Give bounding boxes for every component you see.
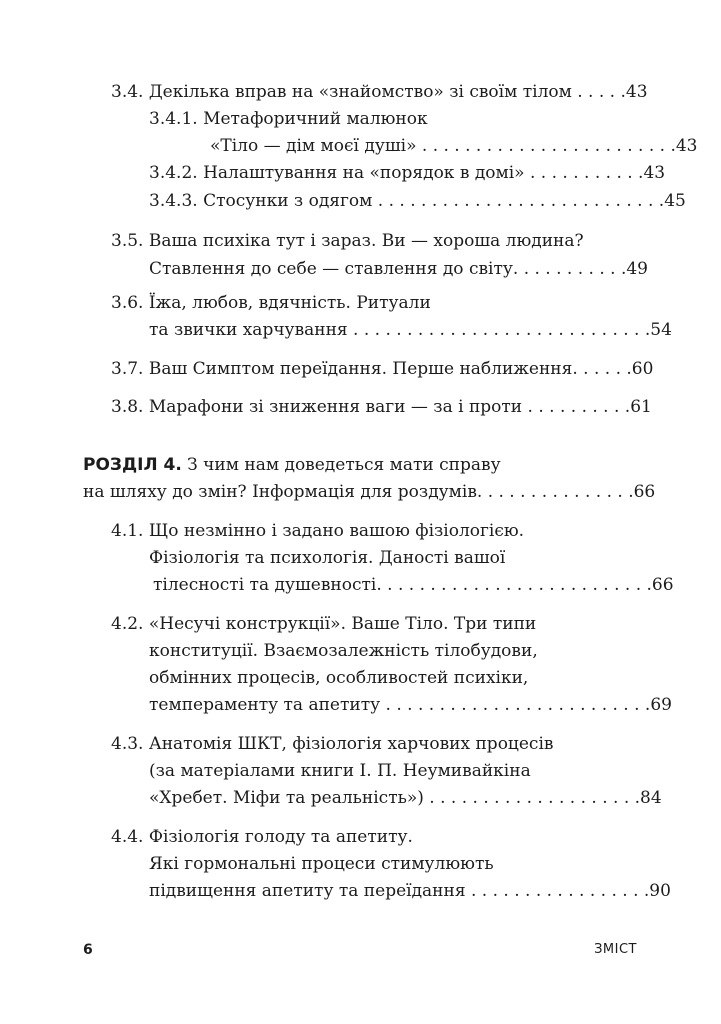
toc-entry-3-4-3: 3.4.3. Стосунки з одягом . . . . . . . . . . . . . . . . . . . . . . . . . . .45 bbox=[149, 191, 686, 211]
page-number: 6 bbox=[83, 942, 93, 958]
toc-entry-4-3-cont-1: (за матеріалами книги І. П. Неумивайкіна bbox=[149, 761, 531, 781]
toc-entry-3-6-cont: та звички харчування . . . . . . . . . . . . . . . . . . . . . . . . . . . .54 bbox=[149, 320, 672, 340]
toc-entry-3-4-1-cont: «Тіло — дім моєї душі» . . . . . . . . . . . . . . . . . . . . . . . .43 bbox=[210, 136, 698, 156]
toc-entry-4-1-cont-1: Фізіологія та психологія. Даності вашої bbox=[149, 548, 506, 568]
toc-entry-4-2-cont-3: темпераменту та апетиту . . . . . . . . . . . . . . . . . . . . . . . . .69 bbox=[149, 695, 672, 715]
chapter-4-heading bbox=[83, 450, 501, 480]
toc-entry-4-4-cont-1: Які гормональні процеси стимулюють bbox=[149, 854, 494, 874]
chapter-4-label: РОЗДІЛ 4. bbox=[83, 455, 182, 475]
toc-entry-3-4-1: 3.4.1. Метафоричний малюнок bbox=[149, 109, 428, 129]
toc-entry-4-1-cont-2: тілесності та душевності. . . . . . . . . . . . . . . . . . . . . . . . . .66 bbox=[153, 575, 674, 595]
toc-entry-4-3: 4.3. Анатомія ШКТ, фізіологія харчових процесів bbox=[111, 734, 554, 754]
running-footer-section: ЗМІСТ bbox=[594, 942, 637, 957]
toc-entry-4-4: 4.4. Фізіологія голоду та апетиту. bbox=[111, 827, 413, 847]
toc-entry-3-8: 3.8. Марафони зі зниження ваги — за і проти . . . . . . . . . .61 bbox=[111, 397, 652, 417]
toc-entry-4-2-cont-1: конституції. Взаємозалежність тілобудови, bbox=[149, 641, 538, 661]
toc-entry-3-6: 3.6. Їжа, любов, вдячність. Ритуали bbox=[111, 293, 431, 313]
toc-entry-4-2: 4.2. «Несучі конструкції». Ваше Тіло. Три типи bbox=[111, 614, 537, 634]
toc-entry-3-4-2: 3.4.2. Налаштування на «порядок в домі» . . . . . . . . . . .43 bbox=[149, 163, 666, 183]
toc-entry-3-7: 3.7. Ваш Симптом переїдання. Перше наближення. . . . . .60 bbox=[111, 359, 654, 379]
toc-entry-3-4: 3.4. Декілька вправ на «знайомство» зі своїм тілом . . . . .43 bbox=[111, 82, 648, 102]
toc-entry-3-5: 3.5. Ваша психіка тут і зараз. Ви — хороша людина? bbox=[111, 231, 584, 251]
toc-entry-4-2-cont-2: обмінних процесів, особливостей психіки, bbox=[149, 668, 529, 688]
chapter-4-title: З чим нам доведеться мати справу bbox=[181, 455, 501, 475]
chapter-4-title-cont: на шляху до змін? Інформація для роздумів. . . . . . . . . . . . . . .66 bbox=[83, 482, 656, 502]
toc-entry-3-5-cont: Ставлення до себе — ставлення до світу. . . . . . . . . . .49 bbox=[149, 259, 648, 279]
toc-entry-4-1: 4.1. Що незмінно і задано вашою фізіологією. bbox=[111, 521, 525, 541]
toc-entry-4-4-cont-2: підвищення апетиту та переїдання . . . . . . . . . . . . . . . . .90 bbox=[149, 881, 671, 901]
toc-entry-4-3-cont-2: «Хребет. Міфи та реальність») . . . . . . . . . . . . . . . . . . . .84 bbox=[149, 788, 662, 808]
